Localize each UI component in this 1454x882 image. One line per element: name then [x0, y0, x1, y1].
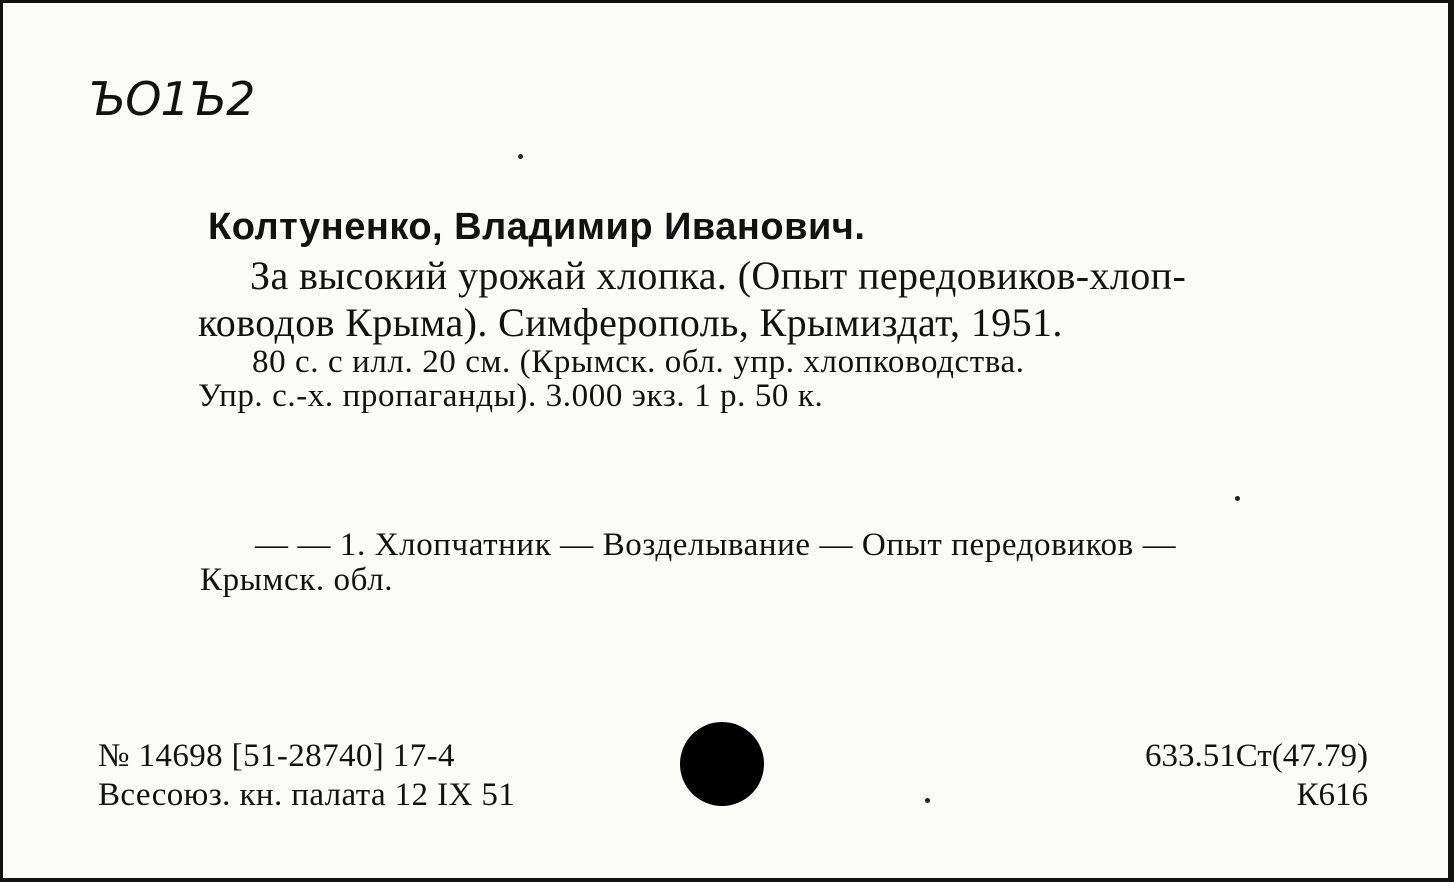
author-mark: К616 [1296, 777, 1368, 813]
punch-hole [680, 722, 764, 806]
handwritten-number: ЪО1Ъ2 [88, 72, 255, 126]
classification-code: 633.51Ст(47.79) [1145, 738, 1368, 774]
card-top-edge [0, 0, 1454, 3]
description-line-1: 80 с. с илл. 20 см. (Крымск. обл. упр. хлопководства. [252, 344, 1025, 380]
registration-number: № 14698 [51-28740] 17-4 [98, 738, 455, 774]
subject-line-2: Крымск. обл. [200, 562, 394, 598]
speck [1235, 496, 1240, 501]
description-line-2: Упр. с.-х. пропаганды). 3.000 экз. 1 р. 50 к. [198, 378, 824, 414]
title-line-1: За высокий урожай хлопка. (Опыт передовиков-хлоп- [250, 253, 1187, 298]
subject-line-1: — — 1. Хлопчатник — Возделывание — Опыт передовиков — [255, 527, 1177, 563]
title-line-2: ководов Крыма). Симферополь, Крымиздат, 1951. [198, 300, 1063, 345]
author-heading: Колтуненко, Владимир Иванович. [208, 206, 866, 248]
card-left-edge [0, 0, 3, 882]
speck [925, 798, 930, 803]
chamber-imprint: Всесоюз. кн. палата 12 IX 51 [98, 777, 516, 813]
speck [518, 154, 523, 159]
card-right-edge [1448, 0, 1454, 882]
card-bottom-edge [0, 878, 1454, 882]
